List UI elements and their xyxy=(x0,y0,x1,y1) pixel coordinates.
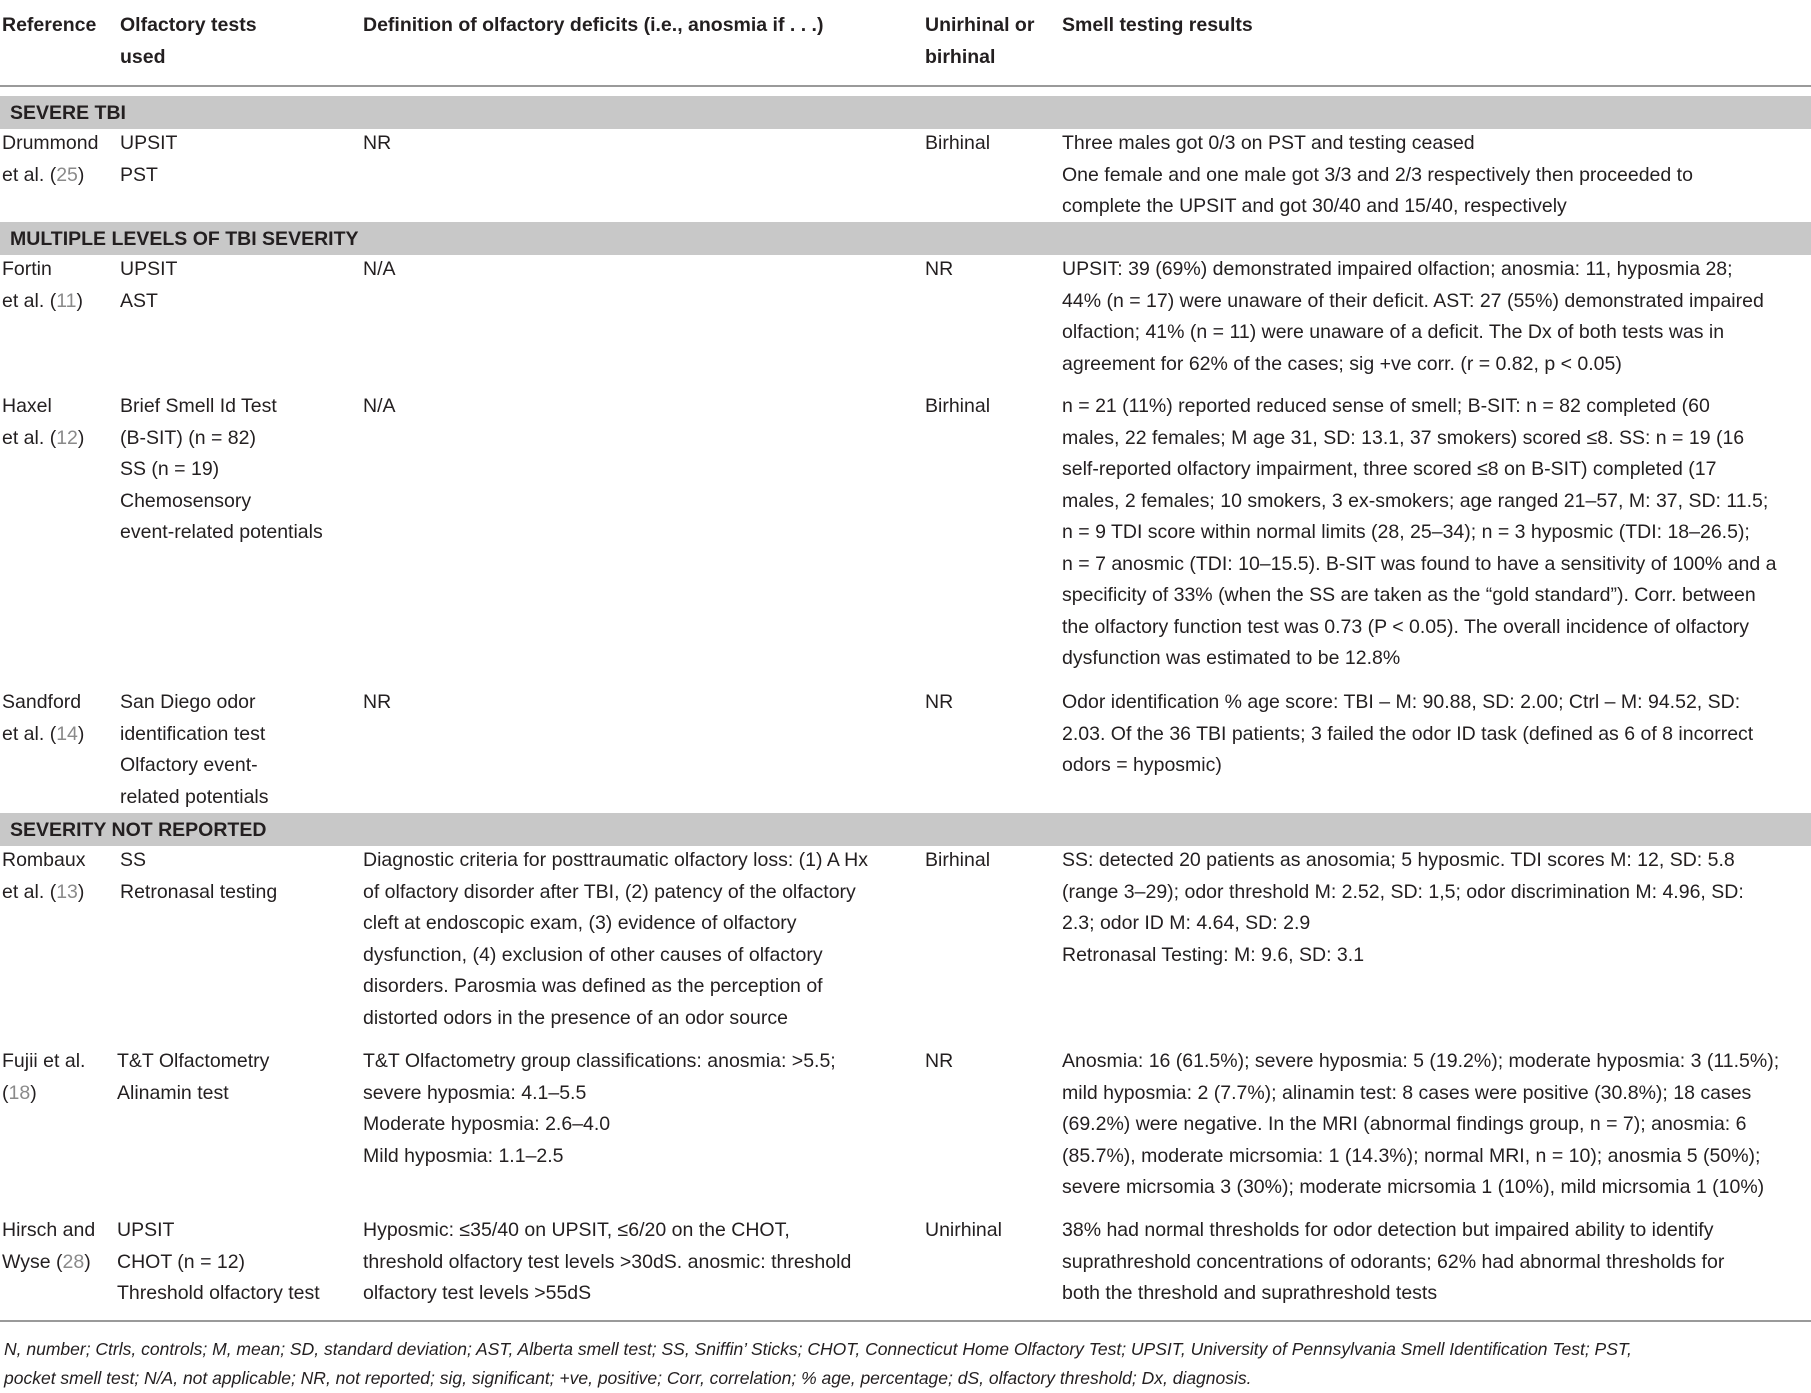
definition-cell: NR xyxy=(363,691,392,713)
header-unirhinal: Unirhinal or birhinal xyxy=(925,14,1035,68)
tests-cell: T&T Olfactometry Alinamin test xyxy=(117,1050,270,1104)
ref-cell: Fujii et al. (18) xyxy=(2,1050,86,1104)
definition-cell: N/A xyxy=(363,258,396,280)
ref-cell: Drummond et al. (25) xyxy=(2,132,99,186)
definition-cell: N/A xyxy=(363,395,396,417)
header-definition: Definition of olfactory deficits (i.e., anosmia if . . .) xyxy=(363,14,824,36)
definition-cell: T&T Olfactometry group classifications: anosmia: >5.5; severe hyposmia: 4.1–5.5 Moderate hyposmia: 2.6–4.0 Mild hyposmia: 1.1–2.5 xyxy=(363,1050,836,1167)
unirhinal-cell: Unirhinal xyxy=(925,1219,1002,1241)
tests-cell: SS Retronasal testing xyxy=(120,849,278,903)
citation-link[interactable]: 14 xyxy=(56,722,78,745)
ref-cell: Sandford et al. (14) xyxy=(2,691,85,745)
header-rule xyxy=(0,85,1811,87)
citation-link[interactable]: 28 xyxy=(62,1250,85,1273)
results-cell: n = 21 (11%) reported reduced sense of smell; B-SIT: n = 82 completed (60 males, 22 females; M age 31, SD: 13.1, 37 smokers) scored ≤8. SS: n = 19 (16 self-reported olfactory impairment, three scored ≤8 on B-SIT) completed (17 males, 2 females; 10 smokers, 3 ex-smokers; age ranged 21–57, M: 37, SD: 11.5; n = 9 TDI score within normal limits (28, 25–34); n = 3 hyposmic (TDI: 18–26.5); n = 7 anosmic (TDI: 10–15.5). B-SIT was found to have a sensitivity of 100% and a specificity of 33% (when the SS are taken as the “gold standard”). Corr. between the olfactory function test was 0.73 (P < 0.05). The overall incidence of olfactory dysfunction was estimated to be 12.8% xyxy=(1062,395,1777,669)
definition-cell: Diagnostic criteria for posttraumatic olfactory loss: (1) A Hx of olfactory disorder after TBI, (2) patency of the olfactory cleft at endoscopic exam, (3) evidence of olfactory dysfunction, (4) exclusion of other causes of olfactory disorders. Parosmia was defined as the perception of distorted odors in the presence of an odor source xyxy=(363,849,869,1029)
section-header-multiple: MULTIPLE LEVELS OF TBI SEVERITY xyxy=(0,222,1811,255)
section-header-severe: SEVERE TBI xyxy=(0,96,1811,129)
unirhinal-cell: NR xyxy=(925,258,954,280)
header-results: Smell testing results xyxy=(1062,14,1253,36)
results-cell: Anosmia: 16 (61.5%); severe hyposmia: 5 (19.2%); moderate hyposmia: 3 (11.5%); mild hyposmia: 2 (7.7%); alinamin test: 8 cases were positive (30.8%); 18 cases (69.2%) were negative. In the MRI (abnormal findings group, n = 7); anosmia: 6 (85.7%), moderate micrsomia: 1 (14.3%); normal MRI, n = 10); anosmia 5 (50%); severe micrsomia 3 (30%); moderate micrsomia 1 (10%), mild micrsomia 1 (10%) xyxy=(1062,1050,1780,1198)
citation-link[interactable]: 13 xyxy=(56,880,78,903)
tests-cell: UPSIT PST xyxy=(120,132,178,186)
tests-cell: San Diego odor identification test Olfactory event- related potentials xyxy=(120,691,269,808)
tests-cell: Brief Smell Id Test (B-SIT) (n = 82) SS (n = 19) Chemosensory event-related potentials xyxy=(120,395,323,543)
table-bottom-rule xyxy=(0,1320,1811,1322)
header-tests: Olfactory tests used xyxy=(120,14,257,68)
ref-cell: Hirsch and Wyse (28) xyxy=(2,1219,96,1273)
results-cell: 38% had normal thresholds for odor detection but impaired ability to identify suprathreshold concentrations of odorants; 62% had abnormal thresholds for both the threshold and suprathreshold tests xyxy=(1062,1219,1725,1304)
results-cell: SS: detected 20 patients as anosomia; 5 hyposmic. TDI scores M: 12, SD: 5.8 (range 3–29); odor threshold M: 2.52, SD: 1,5; odor discrimination M: 4.96, SD: 2.3; odor ID M: 4.64, SD: 2.9 Retronasal Testing: M: 9.6, SD: 3.1 xyxy=(1062,849,1744,966)
section-header-not-reported: SEVERITY NOT REPORTED xyxy=(0,813,1811,846)
table-footnote: N, number; Ctrls, controls; M, mean; SD, standard deviation; AST, Alberta smell test; SS, Sniffin’ Sticks; CHOT, Connecticut Home Olfactory Test; UPSIT, University of Pennsylvania Smell Identification Test; PST, pocket smell test; N/A, not applicable; NR, not reported; sig, significant; +ve, positive; Corr, correlation; % age, percentage; dS, olfactory threshold; Dx, diagnosis. xyxy=(4,1339,1632,1388)
citation-link[interactable]: 25 xyxy=(56,163,78,186)
header-reference: Reference xyxy=(2,14,97,36)
tests-cell: UPSIT AST xyxy=(120,258,178,312)
unirhinal-cell: Birhinal xyxy=(925,395,991,417)
results-cell: UPSIT: 39 (69%) demonstrated impaired olfaction; anosmia: 11, hyposmia 28; 44% (n = 17) were unaware of their deficit. AST: 27 (55%) demonstrated impaired olfaction; 41% (n = 11) were unaware of a deficit. The Dx of both tests was in agreement for 62% of the cases; sig +ve corr. (r = 0.82, p < 0.05) xyxy=(1062,258,1764,375)
tests-cell: UPSIT CHOT (n = 12) Threshold olfactory test xyxy=(117,1219,320,1304)
citation-link[interactable]: 12 xyxy=(56,426,78,449)
citation-link[interactable]: 11 xyxy=(56,289,77,312)
definition-cell: NR xyxy=(363,132,392,154)
results-cell: Three males got 0/3 on PST and testing ceased One female and one male got 3/3 and 2/3 respectively then proceeded to complete the UPSIT and got 30/40 and 15/40, respectively xyxy=(1062,132,1693,217)
ref-cell: Fortin et al. (11) xyxy=(2,258,83,312)
unirhinal-cell: Birhinal xyxy=(925,849,991,871)
unirhinal-cell: NR xyxy=(925,1050,954,1072)
definition-cell: Hyposmic: ≤35/40 on UPSIT, ≤6/20 on the CHOT, threshold olfactory test levels >30dS. anosmic: threshold olfactory test levels >55dS xyxy=(363,1219,852,1304)
unirhinal-cell: Birhinal xyxy=(925,132,991,154)
unirhinal-cell: NR xyxy=(925,691,954,713)
ref-cell: Rombaux et al. (13) xyxy=(2,849,86,903)
citation-link[interactable]: 18 xyxy=(8,1081,31,1104)
ref-cell: Haxel et al. (12) xyxy=(2,395,85,449)
results-cell: Odor identification % age score: TBI – M: 90.88, SD: 2.00; Ctrl – M: 94.52, SD: 2.03. Of the 36 TBI patients; 3 failed the odor ID task (defined as 6 of 8 incorrect odors = hyposmic) xyxy=(1062,691,1754,776)
